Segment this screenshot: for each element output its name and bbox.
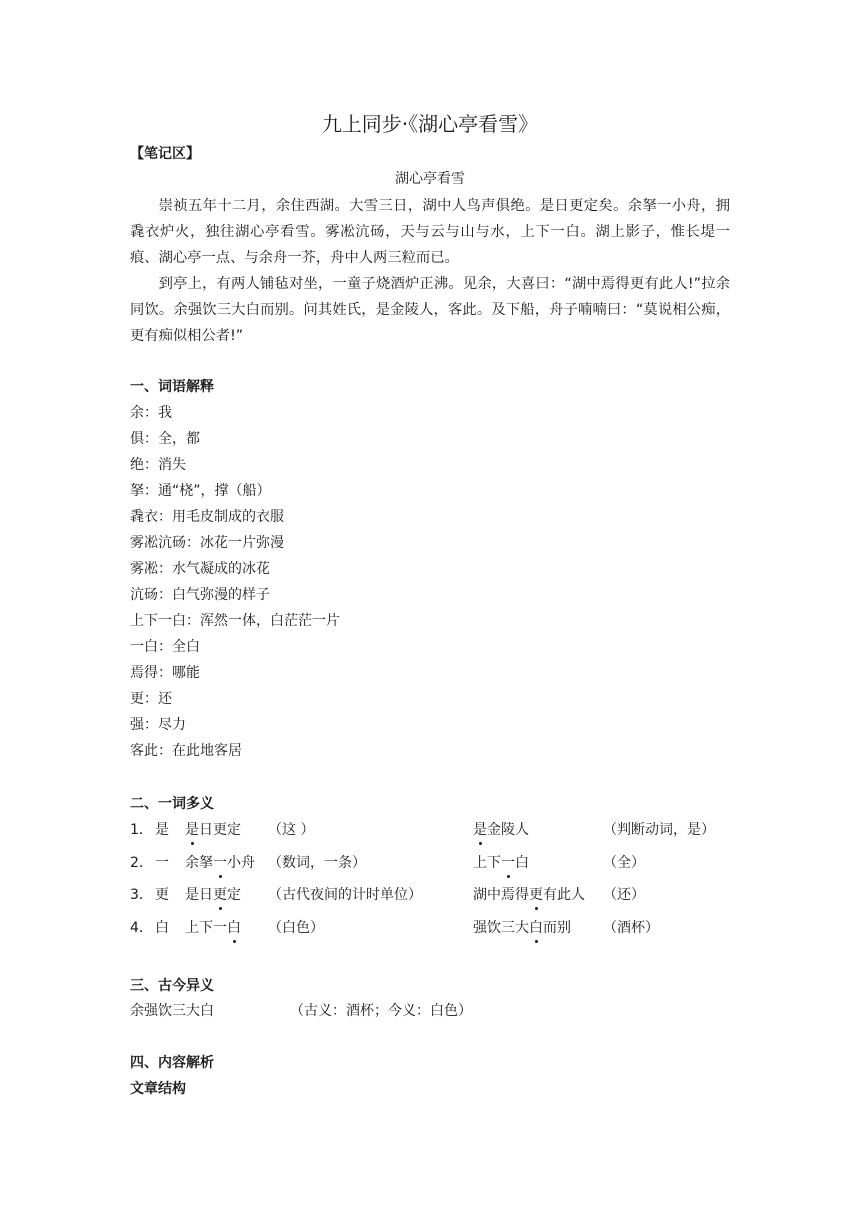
- list-item: 雾凇：水气凝成的冰花: [130, 561, 270, 577]
- example-post: 而别: [543, 919, 571, 936]
- list-item: 绝：消失: [130, 457, 186, 473]
- emphasized-char: 更: [213, 887, 227, 903]
- target-word: 是: [155, 822, 169, 838]
- example-1: [185, 918, 241, 938]
- section-heading-vocabulary: 一、词语解释: [130, 379, 214, 395]
- meaning-1: （白色）: [268, 919, 324, 936]
- example-pre: 余拏: [185, 854, 213, 871]
- list-item: 俱：全，都: [130, 431, 200, 447]
- section-heading-ancient-modern: 三、古今异义: [130, 978, 214, 994]
- emphasized-char: 一: [213, 854, 227, 871]
- example-pre: 上下: [473, 854, 501, 871]
- list-item: 更：还: [130, 691, 172, 707]
- example-1: [185, 853, 255, 873]
- example-pre: 上下一: [185, 919, 227, 936]
- example-post: 白: [515, 854, 529, 871]
- emphasized-char: 是: [473, 822, 487, 838]
- example-post: 金陵人: [487, 822, 529, 838]
- example-2: [473, 853, 529, 873]
- section-heading-content-analysis: 四、内容解析: [130, 1055, 214, 1071]
- row-number: 4．: [130, 919, 153, 936]
- emphasized-char: 白: [227, 919, 241, 936]
- table-row: [130, 918, 770, 951]
- meaning-2: （全）: [603, 854, 645, 871]
- list-item: 沆砀：白气弥漫的样子: [130, 587, 270, 603]
- target-word: 一: [155, 854, 169, 871]
- meaning-2: （还）: [603, 887, 645, 903]
- subheading-structure: 文章结构: [130, 1081, 186, 1097]
- example-1: [185, 885, 241, 905]
- table-row: [130, 853, 770, 886]
- example-2: [473, 820, 529, 840]
- list-item: 毳衣：用毛皮制成的衣服: [130, 509, 284, 525]
- list-item: 雾凇沆砀：冰花一片弥漫: [130, 535, 284, 551]
- ancient-modern-meaning: （古义：酒杯；今义：白色）: [290, 1003, 472, 1019]
- meaning-1: （古代夜间的计时单位）: [268, 887, 422, 903]
- example-post: 定: [227, 887, 241, 903]
- page-title: 九上同步·《湖心亭看雪》: [321, 112, 539, 136]
- table-row: [130, 820, 770, 853]
- table-row: [130, 885, 770, 918]
- example-post: 小舟: [227, 854, 255, 871]
- example-2: [473, 885, 585, 905]
- list-item: 焉得：哪能: [130, 665, 200, 681]
- meaning-1: （数词，一条）: [268, 854, 366, 871]
- meaning-2: （酒杯）: [603, 919, 659, 936]
- text-paragraph-1: 崇祯五年十二月，余住西湖。大雪三日，湖中人鸟声俱绝。是日更定矣。余拏一小舟，拥毳衣炉火，独往湖心亭看雪。雾凇沆砀，天与云与山与水，上下一白。湖上影子，惟长堤一痕、湖心亭一点、与余舟一芥，舟中人两三粒而已。: [130, 198, 730, 266]
- text-paragraph-2: 到亭上，有两人铺毡对坐，一童子烧酒炉正沸。见余，大喜曰：“湖中焉得更有此人!”拉余同饮。余强饮三大白而别。问其姓氏，是金陵人，客此。及下船，舟子喃喃曰：“莫说相公痴，更有痴似相公者!”: [130, 276, 730, 344]
- example-post: 有此人: [543, 887, 585, 903]
- example-post: 日更定: [199, 822, 241, 838]
- example-pre: 是日: [185, 887, 213, 903]
- section-heading-polysemy: 二、一词多义: [130, 796, 214, 812]
- row-number: 2．: [130, 854, 153, 871]
- ancient-modern-phrase: 余强饮三大白: [130, 1003, 214, 1019]
- example-1: [185, 820, 241, 840]
- meaning-1: （这 ）: [268, 822, 315, 838]
- row-number: 1．: [130, 822, 153, 838]
- list-item: 余：我: [130, 405, 172, 421]
- emphasized-char: 白: [529, 919, 543, 936]
- list-item: 强：尽力: [130, 717, 186, 733]
- text-title: 湖心亭看雪: [395, 171, 465, 187]
- row-number: 3．: [130, 887, 153, 903]
- target-word: 更: [155, 887, 169, 903]
- list-item: 上下一白：浑然一体，白茫茫一片: [130, 613, 340, 629]
- vocabulary-list: [130, 401, 730, 765]
- meaning-2: （判断动词，是）: [603, 822, 715, 838]
- target-word: 白: [155, 919, 169, 936]
- emphasized-char: 一: [501, 854, 515, 871]
- example-2: [473, 918, 571, 938]
- list-item: 客此：在此地客居: [130, 743, 242, 759]
- example-pre: 湖中焉得: [473, 887, 529, 903]
- emphasized-char: 更: [529, 887, 543, 903]
- list-item: 一白：全白: [130, 639, 200, 655]
- example-pre: 强饮三大: [473, 919, 529, 936]
- emphasized-char: 是: [185, 822, 199, 838]
- polysemy-table: [130, 820, 770, 950]
- list-item: 拏：通“桡”，撑（船）: [130, 483, 271, 499]
- note-area-label: 【笔记区】: [130, 146, 200, 162]
